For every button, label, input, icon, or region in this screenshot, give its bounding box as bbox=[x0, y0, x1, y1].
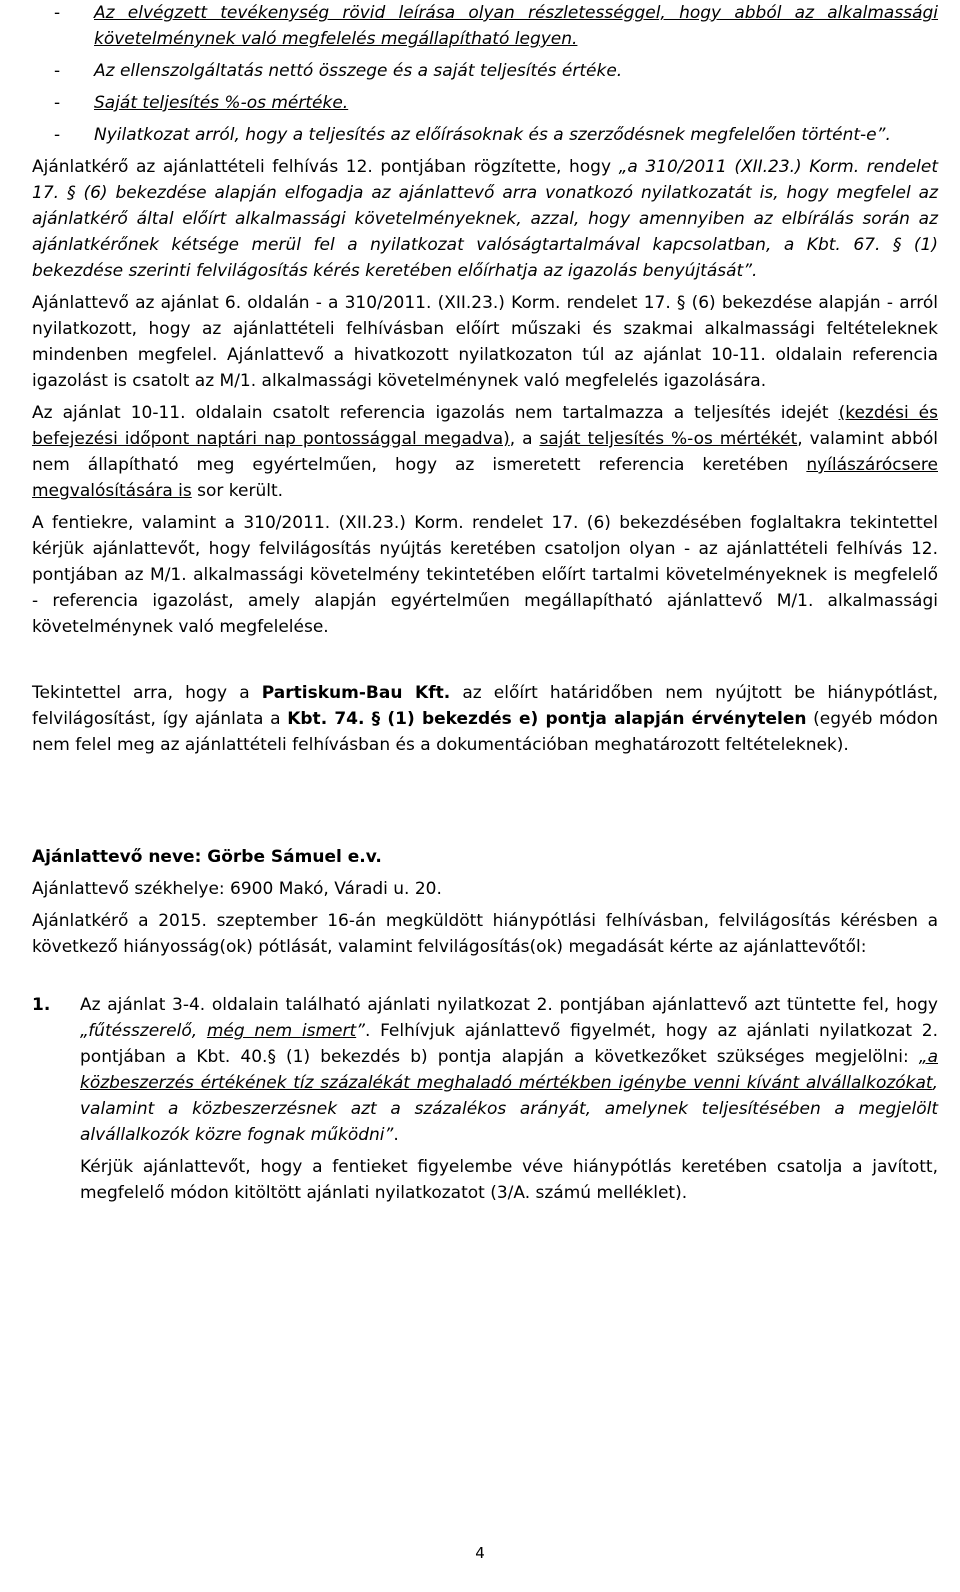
list-item-text: Az elvégzett tevékenység rövid leírása olyan részletességgel, hogy abból az alkalmassági követelménynek való megfelelés megállapítható legyen. bbox=[94, 3, 938, 49]
paragraph-deficiency-request: Ajánlatkérő a 2015. szeptember 16-án megküldött hiánypótlási felhívásban, felvilágosítás kérésben a következő hiányosság(ok) pótlását, valamint felvilágosítás(ok) megadását kérte az ajánlattevőtől: bbox=[32, 911, 938, 957]
paragraph-correction-request: Kérjük ajánlattevőt, hogy a fentieket figyelembe véve hiánypótlás keretében csatolja a javított, megfelelő módon kitöltött ajánlati nyilatkozatot (3/A. számú melléklet). bbox=[80, 1157, 938, 1203]
list-item: - Nyilatkozat arról, hogy a teljesítés az előírásoknak és a szerződésnek megfelelően történt-e”. bbox=[54, 125, 891, 145]
list-item: - Az ellenszolgáltatás nettó összege és a saját teljesítés értéke. bbox=[54, 61, 623, 81]
paragraph-invalidity: Tekintettel arra, hogy a Partiskum-Bau Kft. az előírt határidőben nem nyújtott be hiánypótlást, felvilágosítást, így ajánlata a Kbt. 74. § (1) bekezdés e) pontja alapján érvénytelen (egyéb módon nem felel meg az ajánlattételi felhívásban és a dokumentációban meghatározott feltételeknek). bbox=[32, 683, 939, 755]
list-item-text: Saját teljesítés %-os mértéke. bbox=[94, 93, 349, 113]
requirements-list bbox=[32, 0, 938, 148]
list-item: - Saját teljesítés %-os mértéke. bbox=[54, 93, 349, 113]
paragraph-request: A fentiekre, valamint a 310/2011. (XII.23.) Korm. rendelet 17. (6) bekezdésében foglaltakra tekintettel kérjük ajánlattevőt, hogy felvilágosítás nyújtás keretében csatoljon olyan - az ajánlattételi felhívás 12. pontjában az M/1. alkalmassági követelmény tekintetében előírt tartalmi követelményeknek is megfelelő - referencia igazolást, amely alapján egyértelműen megállapítható ajánlattevő M/1. alkalmassági követelménynek való megfelelése. bbox=[32, 513, 938, 637]
list-item: - Az elvégzett tevékenység rövid leírása olyan részletességgel, hogy abból az alkalmassági követelménynek való megfelelés megállapítható legyen. bbox=[54, 3, 938, 49]
list-item-text: Az ellenszolgáltatás nettó összege és a saját teljesítés értéke. bbox=[94, 61, 623, 81]
document-page bbox=[32, 0, 938, 1206]
paragraph-invitation-clause: Ajánlatkérő az ajánlattételi felhívás 12. pontjában rögzítette, hogy „a 310/2011 (XII.23.) Korm. rendelet 17. § (6) bekezdése alapján elfogadja az ajánlattevő arra vonatkozó nyilatkozatát is, hogy megfelel az ajánlatkérő által előírt alkalmassági követelményeknek, azzal, hogy amennyiben az elbírálás során az ajánlatkérőnek kétsége merül fel a nyilatkozat valóságtartalmával kapcsolatban, a Kbt. 67. § (1) bekezdése szerinti felvilágosítás kérés keretében előírhatja az igazolás benyújtását”. bbox=[32, 157, 938, 281]
bidder-seat: Ajánlattevő székhelye: 6900 Makó, Váradi u. 20. bbox=[32, 879, 442, 899]
list-item-text: Nyilatkozat arról, hogy a teljesítés az előírásoknak és a szerződésnek megfelelően történt-e”. bbox=[94, 125, 891, 145]
numbered-item: 1. Az ajánlat 3-4. oldalain található ajánlati nyilatkozat 2. pontjában ajánlattevő azt tüntette fel, hogy „fűtésszerelő, még nem ismert”. Felhívjuk ajánlattevő figyelmét, hogy az ajánlati nyilatkozat 2. pontjában a Kbt. 40.§ (1) bekezdés b) pontja alapján a következőket szükséges megjelölni: „a közbeszerzés értékének tíz százalékát meghaladó mértékben igénybe venni kívánt alvállalkozókat, valamint a közbeszerzésnek azt a százalékos arányát, amelynek teljesítésében a megjelölt alvállalkozók közre fognak működni”. bbox=[32, 992, 938, 1148]
page-number: 4 bbox=[475, 1544, 485, 1562]
paragraph-bidder-declaration: Ajánlattevő az ajánlat 6. oldalán - a 310/2011. (XII.23.) Korm. rendelet 17. § (6) bekezdése alapján - arról nyilatkozott, hogy az ajánlattételi felhívásban előírt műszaki és szakmai alkalmassági feltételeknek mindenben megfelel. Ajánlattevő a hivatkozott nyilatkozaton túl az ajánlat 10-11. oldalain referencia igazolást is csatolt az M/1. alkalmassági követelménynek való megfelelés igazolására. bbox=[32, 293, 938, 391]
paragraph-reference-deficiency: Az ajánlat 10-11. oldalain csatolt referencia igazolás nem tartalmazza a teljesítés idejét (kezdési és befejezési időpont naptári nap pontossággal megadva), a saját teljesítés %-os mértékét, valamint abból nem állapítható meg egyértelműen, hogy az ismeretett referencia keretében nyílászárócsere megvalósítására is sor került. bbox=[32, 403, 938, 501]
item-number: 1. bbox=[32, 995, 51, 1015]
bidder-name: Ajánlattevő neve: Görbe Sámuel e.v. bbox=[32, 847, 382, 867]
